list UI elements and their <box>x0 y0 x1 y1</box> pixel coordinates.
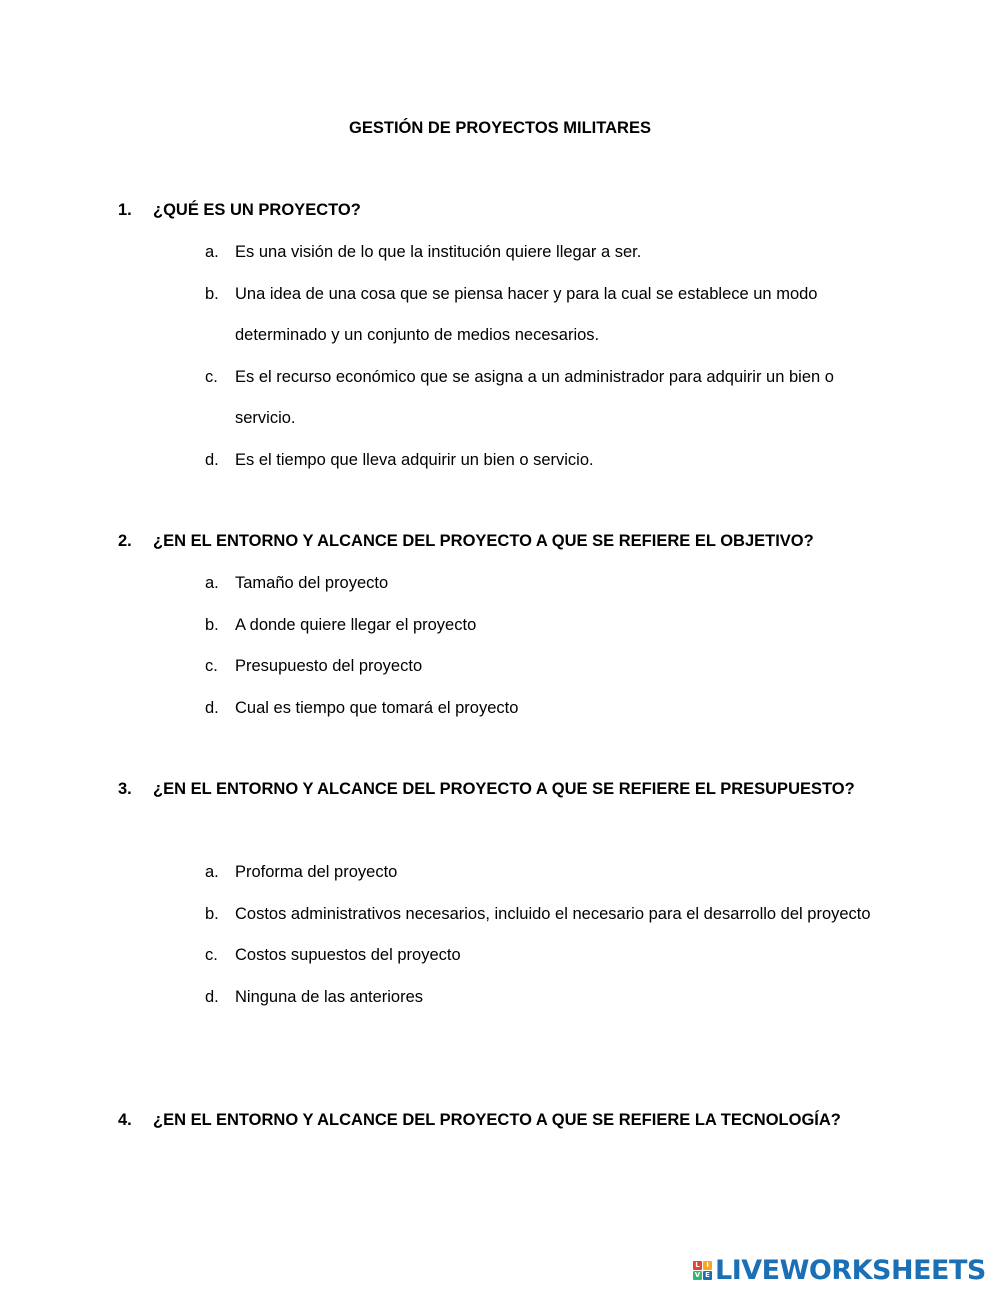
option-letter: d. <box>205 450 219 469</box>
badge-letter-l: L <box>693 1261 702 1270</box>
question-number: 3. <box>118 780 132 798</box>
option-text: Ninguna de las anteriores <box>235 987 424 1006</box>
option-d[interactable] <box>205 977 885 1019</box>
option-a[interactable] <box>205 852 885 894</box>
option-c[interactable] <box>205 935 885 977</box>
liveworksheets-logo <box>693 1250 986 1290</box>
option-b[interactable] <box>205 605 885 647</box>
question-number: 4. <box>118 1111 132 1129</box>
question-2 <box>118 521 882 563</box>
question-3-options <box>205 852 885 1018</box>
option-b[interactable] <box>205 274 885 357</box>
option-text: Cual es tiempo que tomará el proyecto <box>235 698 519 717</box>
question-1-options <box>205 232 885 481</box>
option-a[interactable] <box>205 232 885 274</box>
option-letter: b. <box>205 615 219 634</box>
option-text: Es el recurso económico que se asigna a un administrador para adquirir un bien o servicio. <box>235 367 834 427</box>
option-letter: a. <box>205 574 219 592</box>
question-1 <box>118 190 882 232</box>
badge-letter-i: I <box>703 1261 712 1270</box>
option-letter: a. <box>205 863 219 881</box>
badge-letter-e: E <box>703 1271 712 1280</box>
option-b[interactable] <box>205 894 885 936</box>
option-text: Es el tiempo que lleva adquirir un bien o servicio. <box>235 450 594 469</box>
option-text: Costos supuestos del proyecto <box>235 946 461 964</box>
question-text: ¿QUÉ ES UN PROYECTO? <box>153 201 361 219</box>
option-text: Costos administrativos necesarios, incluido el necesario para el desarrollo del proyecto <box>235 904 871 923</box>
document-title: GESTIÓN DE PROYECTOS MILITARES <box>349 119 651 137</box>
question-2-options <box>205 563 885 729</box>
question-number: 2. <box>118 532 132 550</box>
option-letter: b. <box>205 904 219 923</box>
question-3 <box>118 769 882 811</box>
logo-text: LIVEWORKSHEETS <box>715 1254 986 1286</box>
option-text: Tamaño del proyecto <box>235 574 389 592</box>
question-text: ¿EN EL ENTORNO Y ALCANCE DEL PROYECTO A QUE SE REFIERE EL PRESUPUESTO? <box>153 780 855 798</box>
logo-badge-icon <box>693 1261 712 1280</box>
option-text: A donde quiere llegar el proyecto <box>235 615 477 634</box>
question-text: ¿EN EL ENTORNO Y ALCANCE DEL PROYECTO A QUE SE REFIERE LA TECNOLOGÍA? <box>153 1111 841 1129</box>
option-letter: d. <box>205 987 219 1006</box>
option-text: Es una visión de lo que la institución quiere llegar a ser. <box>235 243 642 261</box>
option-text: Presupuesto del proyecto <box>235 657 423 675</box>
option-d[interactable] <box>205 688 885 730</box>
question-number: 1. <box>118 201 132 219</box>
option-letter: c. <box>205 367 218 386</box>
option-letter: c. <box>205 657 218 675</box>
question-4 <box>118 1100 882 1142</box>
option-c[interactable] <box>205 646 885 688</box>
option-c[interactable] <box>205 357 885 440</box>
option-a[interactable] <box>205 563 885 605</box>
option-text: Proforma del proyecto <box>235 863 398 881</box>
option-letter: a. <box>205 243 219 261</box>
option-text: Una idea de una cosa que se piensa hacer y para la cual se establece un modo determinado y un conjunto de medios necesarios. <box>235 284 818 344</box>
question-text: ¿EN EL ENTORNO Y ALCANCE DEL PROYECTO A QUE SE REFIERE EL OBJETIVO? <box>153 532 814 550</box>
option-letter: d. <box>205 698 219 717</box>
option-letter: c. <box>205 946 218 964</box>
badge-letter-v: V <box>694 1270 701 1279</box>
option-d[interactable] <box>205 440 885 482</box>
option-letter: b. <box>205 284 219 303</box>
